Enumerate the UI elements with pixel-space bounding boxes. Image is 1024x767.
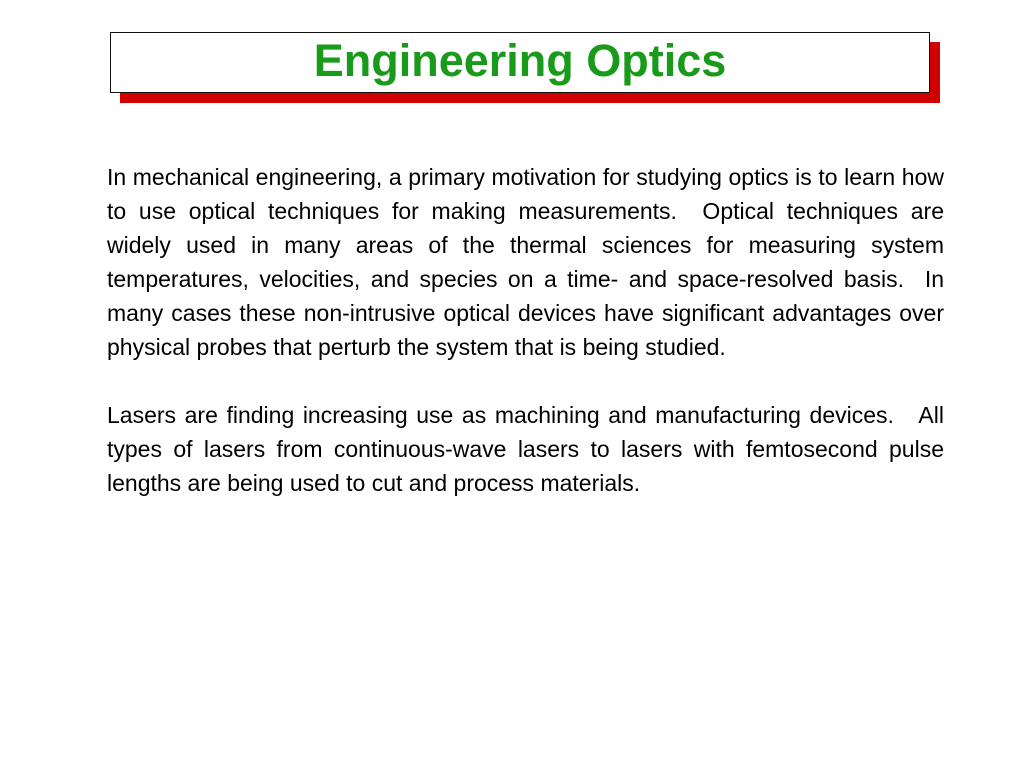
paragraph-lasers-machining: Lasers are finding increasing use as machining and manufacturing devices. All types of lasers from continuous-wave lasers to lasers with femtosecond pulse lengths are being used to cut and process materials.	[107, 402, 951, 496]
slide-body	[107, 160, 951, 500]
slide-title: Engineering Optics	[313, 35, 727, 86]
title-box	[110, 32, 930, 93]
paragraph-optics-motivation: In mechanical engineering, a primary motivation for studying optics is to learn how to use optical techniques for making measurements. Optical techniques are widely used in many areas of the thermal sciences for measuring system temperatures, velocities, and species on a time- and space-resolved basis. In many cases these non-intrusive optical devices have significant advantages over physical probes that perturb the system that is being studied.	[107, 164, 951, 360]
